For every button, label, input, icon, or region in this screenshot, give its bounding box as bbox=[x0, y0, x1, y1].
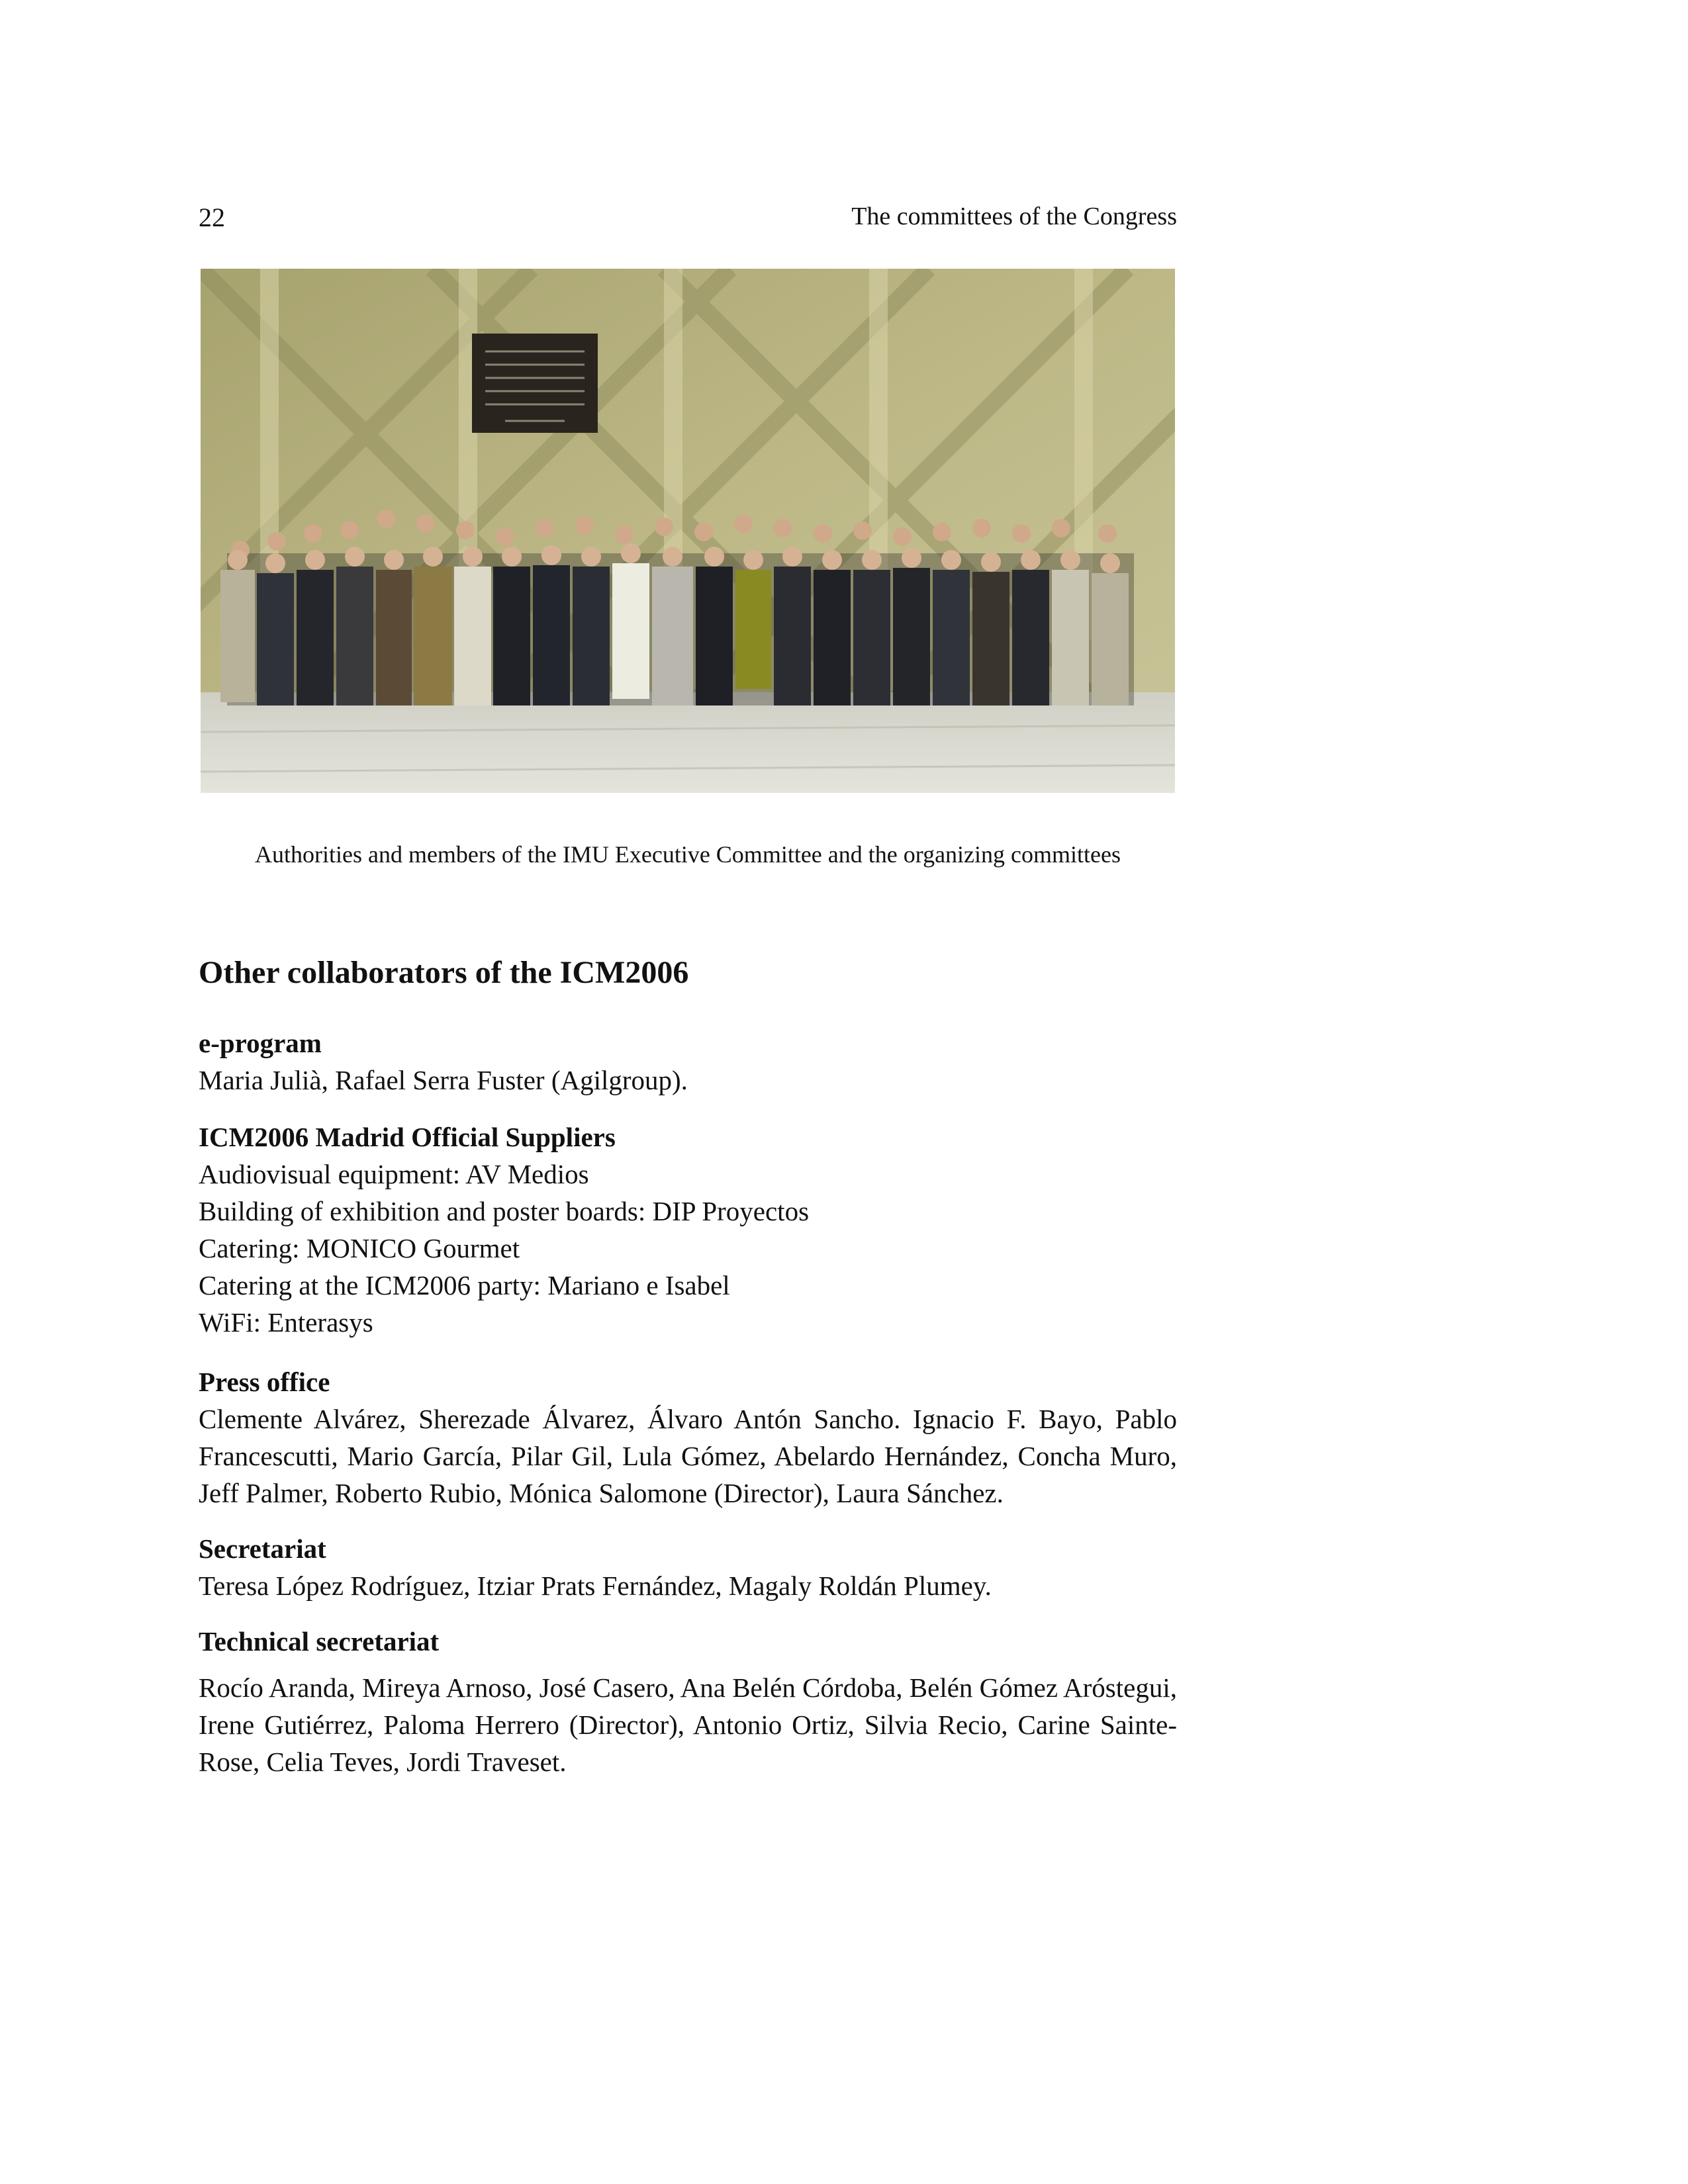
supplier-line: Building of exhibition and poster boards: DIP Proyectos bbox=[199, 1196, 810, 1226]
subsection-text: Clemente Alvárez, Sherezade Álvarez, Álvaro Antón Sancho. Ignacio F. Bayo, Pablo Francescutti, Mario García, Pilar Gil, Lula Gómez, Abelardo Hernández, Concha Muro, Jeff Palmer, Roberto Rubio, Mónica Salomone (Director), Laura Sánchez. bbox=[199, 1404, 1177, 1508]
subsection-heading: Technical secretariat bbox=[199, 1626, 440, 1657]
supplier-line: Catering at the ICM2006 party: Mariano e Isabel bbox=[199, 1270, 730, 1300]
subsection-heading: ICM2006 Madrid Official Suppliers bbox=[199, 1122, 616, 1152]
figure-caption: Authorities and members of the IMU Executive Committee and the organizing committees bbox=[254, 841, 1121, 868]
subsection-press-office bbox=[199, 1363, 1177, 1512]
supplier-line: Catering: MONICO Gourmet bbox=[199, 1233, 520, 1263]
subsection-official-suppliers bbox=[199, 1118, 1177, 1341]
subsection-text: Rocío Aranda, Mireya Arnoso, José Casero, Ana Belén Córdoba, Belén Gómez Aróstegui, Irene Gutiérrez, Paloma Herrero (Director), Antonio Ortiz, Silvia Recio, Carine Sainte-Rose, Celia Teves, Jordi Traveset. bbox=[199, 1672, 1177, 1777]
supplier-line: WiFi: Enterasys bbox=[199, 1307, 373, 1338]
running-title: The committees of the Congress bbox=[851, 203, 1177, 230]
group-photo-illustration bbox=[201, 269, 1175, 793]
subsection-heading: Secretariat bbox=[199, 1533, 326, 1564]
subsection-heading: Press office bbox=[199, 1367, 330, 1397]
page-header bbox=[199, 202, 1177, 242]
subsection-technical-secretariat bbox=[199, 1623, 1177, 1780]
subsection-heading: e-program bbox=[199, 1028, 322, 1058]
subsection-line: Maria Julià, Rafael Serra Fuster (Agilgroup). bbox=[199, 1065, 688, 1095]
group-photo bbox=[201, 269, 1175, 793]
subsection-secretariat bbox=[199, 1530, 1177, 1604]
supplier-line: Audiovisual equipment: AV Medios bbox=[199, 1159, 589, 1189]
page-number: 22 bbox=[199, 203, 225, 232]
section-title: Other collaborators of the ICM2006 bbox=[199, 955, 689, 990]
subsection-e-program bbox=[199, 1024, 1177, 1099]
subsection-text: Teresa López Rodríguez, Itziar Prats Fernández, Magaly Roldán Plumey. bbox=[199, 1570, 992, 1601]
